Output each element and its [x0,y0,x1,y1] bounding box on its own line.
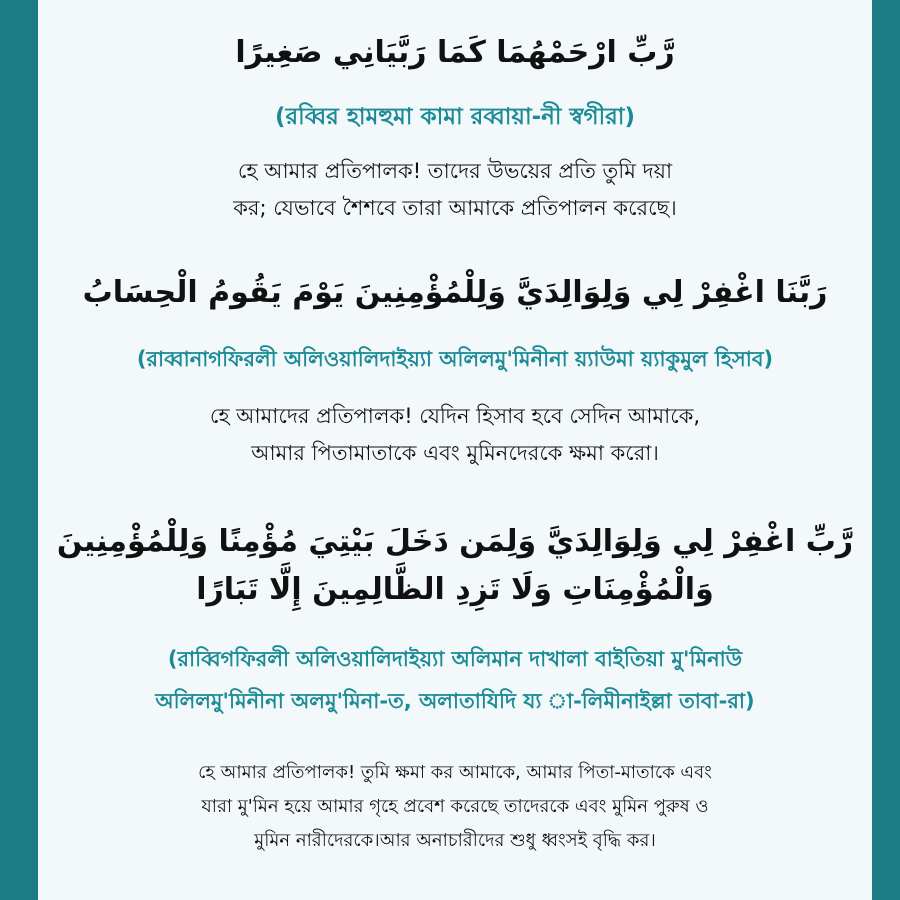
dua-3-arabic [38,518,872,614]
dua-3-transliteration [38,638,872,722]
dua-1-meaning [38,153,872,227]
meaning-line: মুমিন নারীদেরকে।আর অনাচারীদের শুধু ধ্বংসই বৃদ্ধি কর। [254,830,656,851]
meaning-line: কর; যেভাবে শৈশবে তারা আমাকে প্রতিপালন করেছে। [233,196,677,220]
transliteration-line: (রাব্বানাগফিরলী অলিওয়ালিদাইয়্যা অলিলমু'মিনীনা য়্যাউমা য়্যাকুমুল হিসাব) [136,347,774,371]
meaning-line: হে আমার প্রতিপালক! তুমি ক্ষমা কর আমাকে, আমার পিতা-মাতাকে এবং [198,762,712,783]
arabic-line: رَّبِّ اغْفِرْ لِي وَلِوَالِدَيَّ وَلِمَن دَخَلَ بَيْتِيَ مُؤْمِنًا وَلِلْمُؤْمِنِينَ [56,524,854,559]
meaning-line: আমার পিতামাতাকে এবং মুমিনদেরকে ক্ষমা করো। [251,441,659,465]
meaning-line: যারা মু'মিন হয়ে আমার গৃহে প্রবেশ করেছে তাদেরকে এবং মুমিন পুরুষ ও [201,796,709,817]
dua-2-arabic [38,272,872,314]
transliteration-line: অলিলমু'মিনীনা অলমু'মিনা-ত, অলাতাযিদি য্য া-লিমীনাইল্লা তাবা-রা) [155,689,755,713]
meaning-line: হে আমার প্রতিপালক! তাদের উভয়ের প্রতি তুমি দয়া [237,159,673,183]
dua-3-meaning [38,756,872,858]
arabic-line: رَّبِّ ارْحَمْهُمَا كَمَا رَبَّيَانِي صَغِيرًا [235,35,675,70]
dua-2-meaning [38,398,872,472]
arabic-line: وَالْمُؤْمِنَاتِ وَلَا تَزِدِ الظَّالِمِينَ إِلَّا تَبَارًا [196,572,714,607]
transliteration-line: (রব্বির হামহুমা কামা রব্বায়া-নী স্বগীরা) [275,104,635,130]
arabic-line: رَبَّنَا اغْفِرْ لِي وَلِوَالِدَيَّ وَلِلْمُؤْمِنِينَ يَوْمَ يَقُومُ الْحِسَابُ [82,275,828,310]
transliteration-line: (রাব্বিগফিরলী অলিওয়ালিদাইয়্যা অলিমান দাখালা বাইতিয়া মু'মিনাউ [167,647,743,671]
dua-card [38,0,872,900]
dua-1-transliteration [38,98,872,136]
dua-1-arabic [38,32,872,74]
meaning-line: হে আমাদের প্রতিপালক! যেদিন হিসাব হবে সেদিন আমাকে, [209,404,701,428]
dua-2-transliteration [38,340,872,378]
